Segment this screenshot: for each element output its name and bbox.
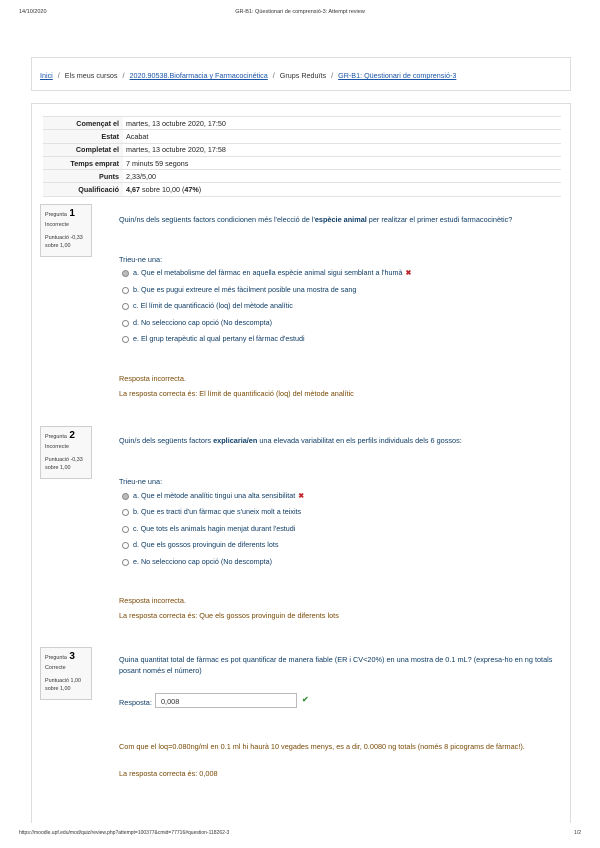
grade-value: 4,67 <box>126 185 140 195</box>
breadcrumb-home-link[interactable]: Inici <box>40 71 53 80</box>
question-number: 3 <box>69 651 75 662</box>
breadcrumb-separator: / <box>331 71 334 80</box>
question-label: Pregunta <box>45 212 67 218</box>
summary-key: Temps emprat <box>43 156 123 169</box>
answer-option[interactable]: b. Que es tracti d'un fàrmac que s'uneix molt a teixits <box>122 507 301 516</box>
print-title: GR-B1: Qüestionari de comprensió-3: Attempt review <box>235 9 365 15</box>
question-prompt: Trieu-ne una: <box>119 477 163 486</box>
print-header <box>0 9 600 19</box>
grade-percent: 47% <box>184 185 199 195</box>
radio-button[interactable] <box>122 320 129 327</box>
question-grade: Puntuació -0,33 sobre 1,00 <box>45 235 83 249</box>
right-answer: La resposta correcta és: Que els gossos provinguin de diferents lots <box>119 611 339 620</box>
question-state: Correcte <box>45 665 66 671</box>
answer-option[interactable]: a. Que el metabolisme del fàrmac en aquella espècie animal sigui semblant a l'humà ✖ <box>122 268 411 277</box>
summary-row-grade <box>43 183 561 196</box>
question-info <box>40 204 92 257</box>
right-answer: La resposta correcta és: El límit de quantificació (loq) del mètode analític <box>119 389 354 398</box>
radio-button[interactable] <box>122 559 129 566</box>
breadcrumb-groups: Grups Reduïts <box>279 71 327 80</box>
summary-value: Acabat <box>123 130 561 143</box>
question-info <box>40 426 92 479</box>
answer-option[interactable]: c. El límit de quantificació (loq) del mètode analític <box>122 301 293 310</box>
question-prompt: Trieu-ne una: <box>119 255 163 264</box>
summary-row <box>43 170 561 183</box>
radio-button[interactable] <box>122 509 129 516</box>
radio-button[interactable] <box>122 287 129 294</box>
summary-key: Començat el <box>43 117 123 130</box>
question-1 <box>40 204 565 404</box>
breadcrumb-separator: / <box>272 71 275 80</box>
question-label: Pregunta <box>45 434 67 440</box>
breadcrumb-course-link[interactable]: 2020.90538.Biofarmacia y Farmacocinética <box>129 71 268 80</box>
answer-option[interactable]: c. Que tots els animals hagin menjat durant l'estudi <box>122 524 295 533</box>
breadcrumb-separator: / <box>57 71 60 80</box>
answer-option[interactable]: d. Que els gossos provinguin de diferents lots <box>122 540 278 549</box>
radio-button[interactable] <box>122 336 129 343</box>
attempt-summary-table <box>43 116 561 197</box>
question-text: Quin/s dels següents factors explicaria/en una elevada variabilitat en els perfils individuals dels 6 gossos: <box>119 436 462 445</box>
radio-button[interactable] <box>122 493 129 500</box>
incorrect-icon: ✖ <box>405 268 412 277</box>
question-state: Incorrecte <box>45 444 69 450</box>
question-3 <box>40 647 565 827</box>
summary-value: martes, 13 octubre 2020, 17:50 <box>123 117 561 130</box>
summary-key: Completat el <box>43 143 123 156</box>
summary-key: Estat <box>43 130 123 143</box>
breadcrumb-quiz-link[interactable]: GR-B1: Qüestionari de comprensió-3 <box>338 71 457 80</box>
correct-check-icon: ✔ <box>302 695 309 704</box>
summary-key: Punts <box>43 170 123 183</box>
breadcrumb <box>40 71 456 80</box>
answer-option[interactable]: b. Que es pugui extreure el més fàcilment posible una mostra de sang <box>122 285 356 294</box>
feedback-text: Resposta incorrecta. <box>119 374 186 383</box>
summary-value: martes, 13 octubre 2020, 17:58 <box>123 143 561 156</box>
summary-key: Qualificació <box>43 183 123 196</box>
summary-value: 2,33/5,00 <box>123 170 561 183</box>
question-info <box>40 647 92 700</box>
question-grade: Puntuació 1,00 sobre 1,00 <box>45 678 81 692</box>
feedback-text: Resposta incorrecta. <box>119 596 186 605</box>
summary-value: 7 minuts 59 segons <box>123 156 561 169</box>
answer-option[interactable]: d. No selecciono cap opció (No descompta) <box>122 318 272 327</box>
grade-scale: sobre 10,00 ( <box>142 185 185 195</box>
summary-row <box>43 130 561 143</box>
incorrect-icon: ✖ <box>298 491 305 500</box>
print-page-number: 1/2 <box>574 830 581 836</box>
summary-row <box>43 156 561 169</box>
radio-button[interactable] <box>122 542 129 549</box>
feedback-text: Com que el loq=0.080ng/ml en 0.1 ml hi haurà 10 vegades menys, es a dir, 0.0080 ng totals (només 8 picograms de fàrmac!). <box>119 742 525 751</box>
review-panel <box>31 103 571 823</box>
question-number: 1 <box>69 208 75 219</box>
question-grade: Puntuació -0,33 sobre 1,00 <box>45 457 83 471</box>
answer-row <box>119 695 309 707</box>
grade-close: ) <box>198 185 202 195</box>
question-text: Quina quantitat total de fàrmac es pot quantificar de manera fiable (ER i CV<20%) en una mostra de 0.1 mL? (expresa-ho en ng totals posant només el número) <box>119 655 553 675</box>
question-label: Pregunta <box>45 655 67 661</box>
answer-option[interactable]: e. No selecciono cap opció (No descompta) <box>122 557 272 566</box>
print-date: 14/10/2020 <box>19 9 47 15</box>
answer-option[interactable]: a. Que el mètode analític tingui una alta sensibilitat ✖ <box>122 491 304 500</box>
answer-input[interactable]: 0,008 <box>155 693 297 708</box>
breadcrumb-separator: / <box>122 71 125 80</box>
summary-grade <box>123 183 561 196</box>
summary-row <box>43 143 561 156</box>
breadcrumb-my-courses: Els meus cursos <box>64 71 118 80</box>
breadcrumb-bar <box>31 57 571 91</box>
question-text: Quin/ns dels següents factors condicionen més l'elecció de l'espècie animal per realitzar el primer estudi farmacocinètic? <box>119 215 513 224</box>
question-2 <box>40 426 565 626</box>
right-answer: La resposta correcta és: 0,008 <box>119 769 218 778</box>
print-url: https://moodle.upf.edu/mod/quiz/review.php?attempt=100377&cmid=77716#question-118262-3 <box>19 830 230 836</box>
radio-button[interactable] <box>122 526 129 533</box>
answer-option[interactable]: e. El grup terapèutic al qual pertany el fàrmac d'estudi <box>122 334 305 343</box>
question-state: Incorrecte <box>45 222 69 228</box>
summary-row <box>43 117 561 130</box>
answer-label: Resposta: <box>119 698 152 707</box>
radio-button[interactable] <box>122 270 129 277</box>
question-number: 2 <box>69 430 75 441</box>
radio-button[interactable] <box>122 303 129 310</box>
